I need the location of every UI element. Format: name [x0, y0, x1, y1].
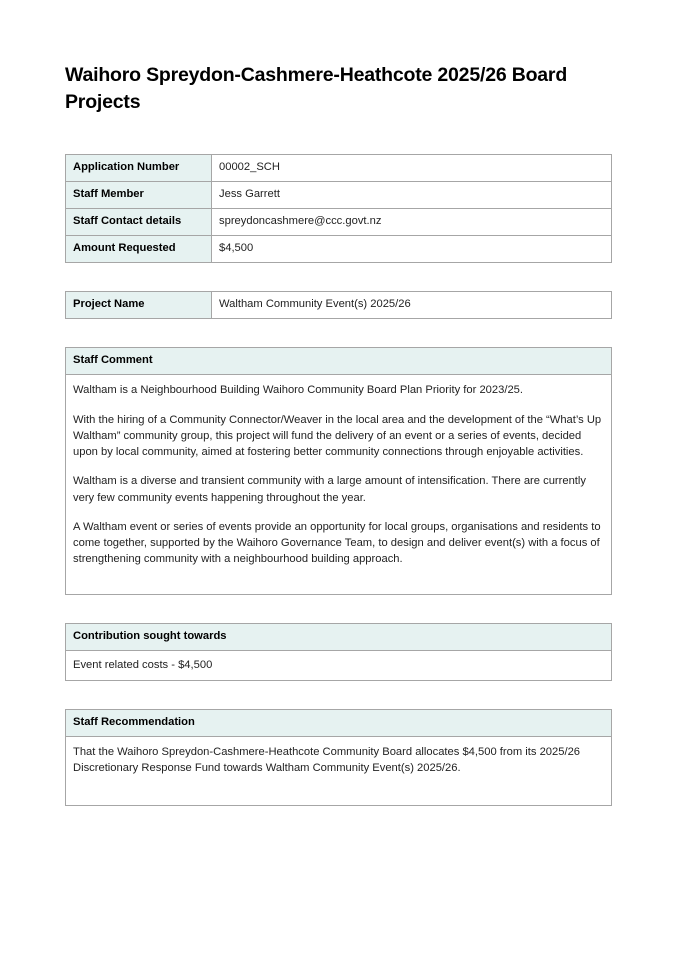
row-label-application-number: Application Number — [66, 154, 212, 181]
contribution-section — [65, 623, 612, 681]
staff-recommendation-body — [66, 737, 611, 804]
row-value-amount-requested: $4,500 — [212, 236, 612, 263]
table-row — [66, 236, 612, 263]
staff-comment-paragraph: A Waltham event or series of events provide an opportunity for local groups, organisations and residents to come together, supported by the Waihoro Governance Team, to design and deliver event(s) with a focus of strengthening community with a neighbourhood building approach. — [73, 520, 601, 566]
row-label-staff-member: Staff Member — [66, 181, 212, 208]
staff-recommendation-paragraph: That the Waihoro Spreydon-Cashmere-Heathcote Community Board allocates $4,500 from its 2025/26 Discretionary Response Fund towards Waltham Community Event(s) 2025/26. — [73, 746, 581, 775]
table-row — [66, 154, 612, 181]
row-value-staff-contact-details: spreydoncashmere@ccc.govt.nz — [212, 209, 612, 236]
staff-comment-heading: Staff Comment — [66, 348, 611, 375]
staff-comment-paragraph: Waltham is a Neighbourhood Building Waihoro Community Board Plan Priority for 2023/25. — [73, 384, 524, 397]
row-value-application-number: 00002_SCH — [212, 154, 612, 181]
table-row — [66, 292, 612, 319]
staff-comment-section — [65, 347, 612, 594]
table-row — [66, 209, 612, 236]
row-label-staff-contact-details: Staff Contact details — [66, 209, 212, 236]
staff-recommendation-section — [65, 709, 612, 806]
row-label-amount-requested: Amount Requested — [66, 236, 212, 263]
staff-comment-paragraph: With the hiring of a Community Connector/Weaver in the local area and the development of the “What’s Up Waltham” community group, this project will fund the delivery of an event or a series of events, decided upon by local community, aimed at fostering better community connections through enjoyable activities. — [73, 413, 602, 459]
row-value-staff-member: Jess Garrett — [212, 181, 612, 208]
staff-recommendation-heading: Staff Recommendation — [66, 710, 611, 737]
staff-comment-body — [66, 375, 611, 593]
project-name-table — [65, 291, 612, 319]
page-title: Waihoro Spreydon-Cashmere-Heathcote 2025/26 Board Projects — [65, 64, 568, 113]
contribution-paragraph: Event related costs - $4,500 — [73, 658, 213, 671]
contribution-body — [66, 651, 611, 680]
row-label-project-name: Project Name — [66, 292, 212, 319]
staff-comment-paragraph: Waltham is a diverse and transient community with a large amount of intensification. There are currently very few community events happening throughout the year. — [73, 475, 586, 504]
row-value-project-name: Waltham Community Event(s) 2025/26 — [212, 292, 612, 319]
application-details-table — [65, 154, 612, 263]
table-row — [66, 181, 612, 208]
contribution-heading: Contribution sought towards — [66, 624, 611, 651]
